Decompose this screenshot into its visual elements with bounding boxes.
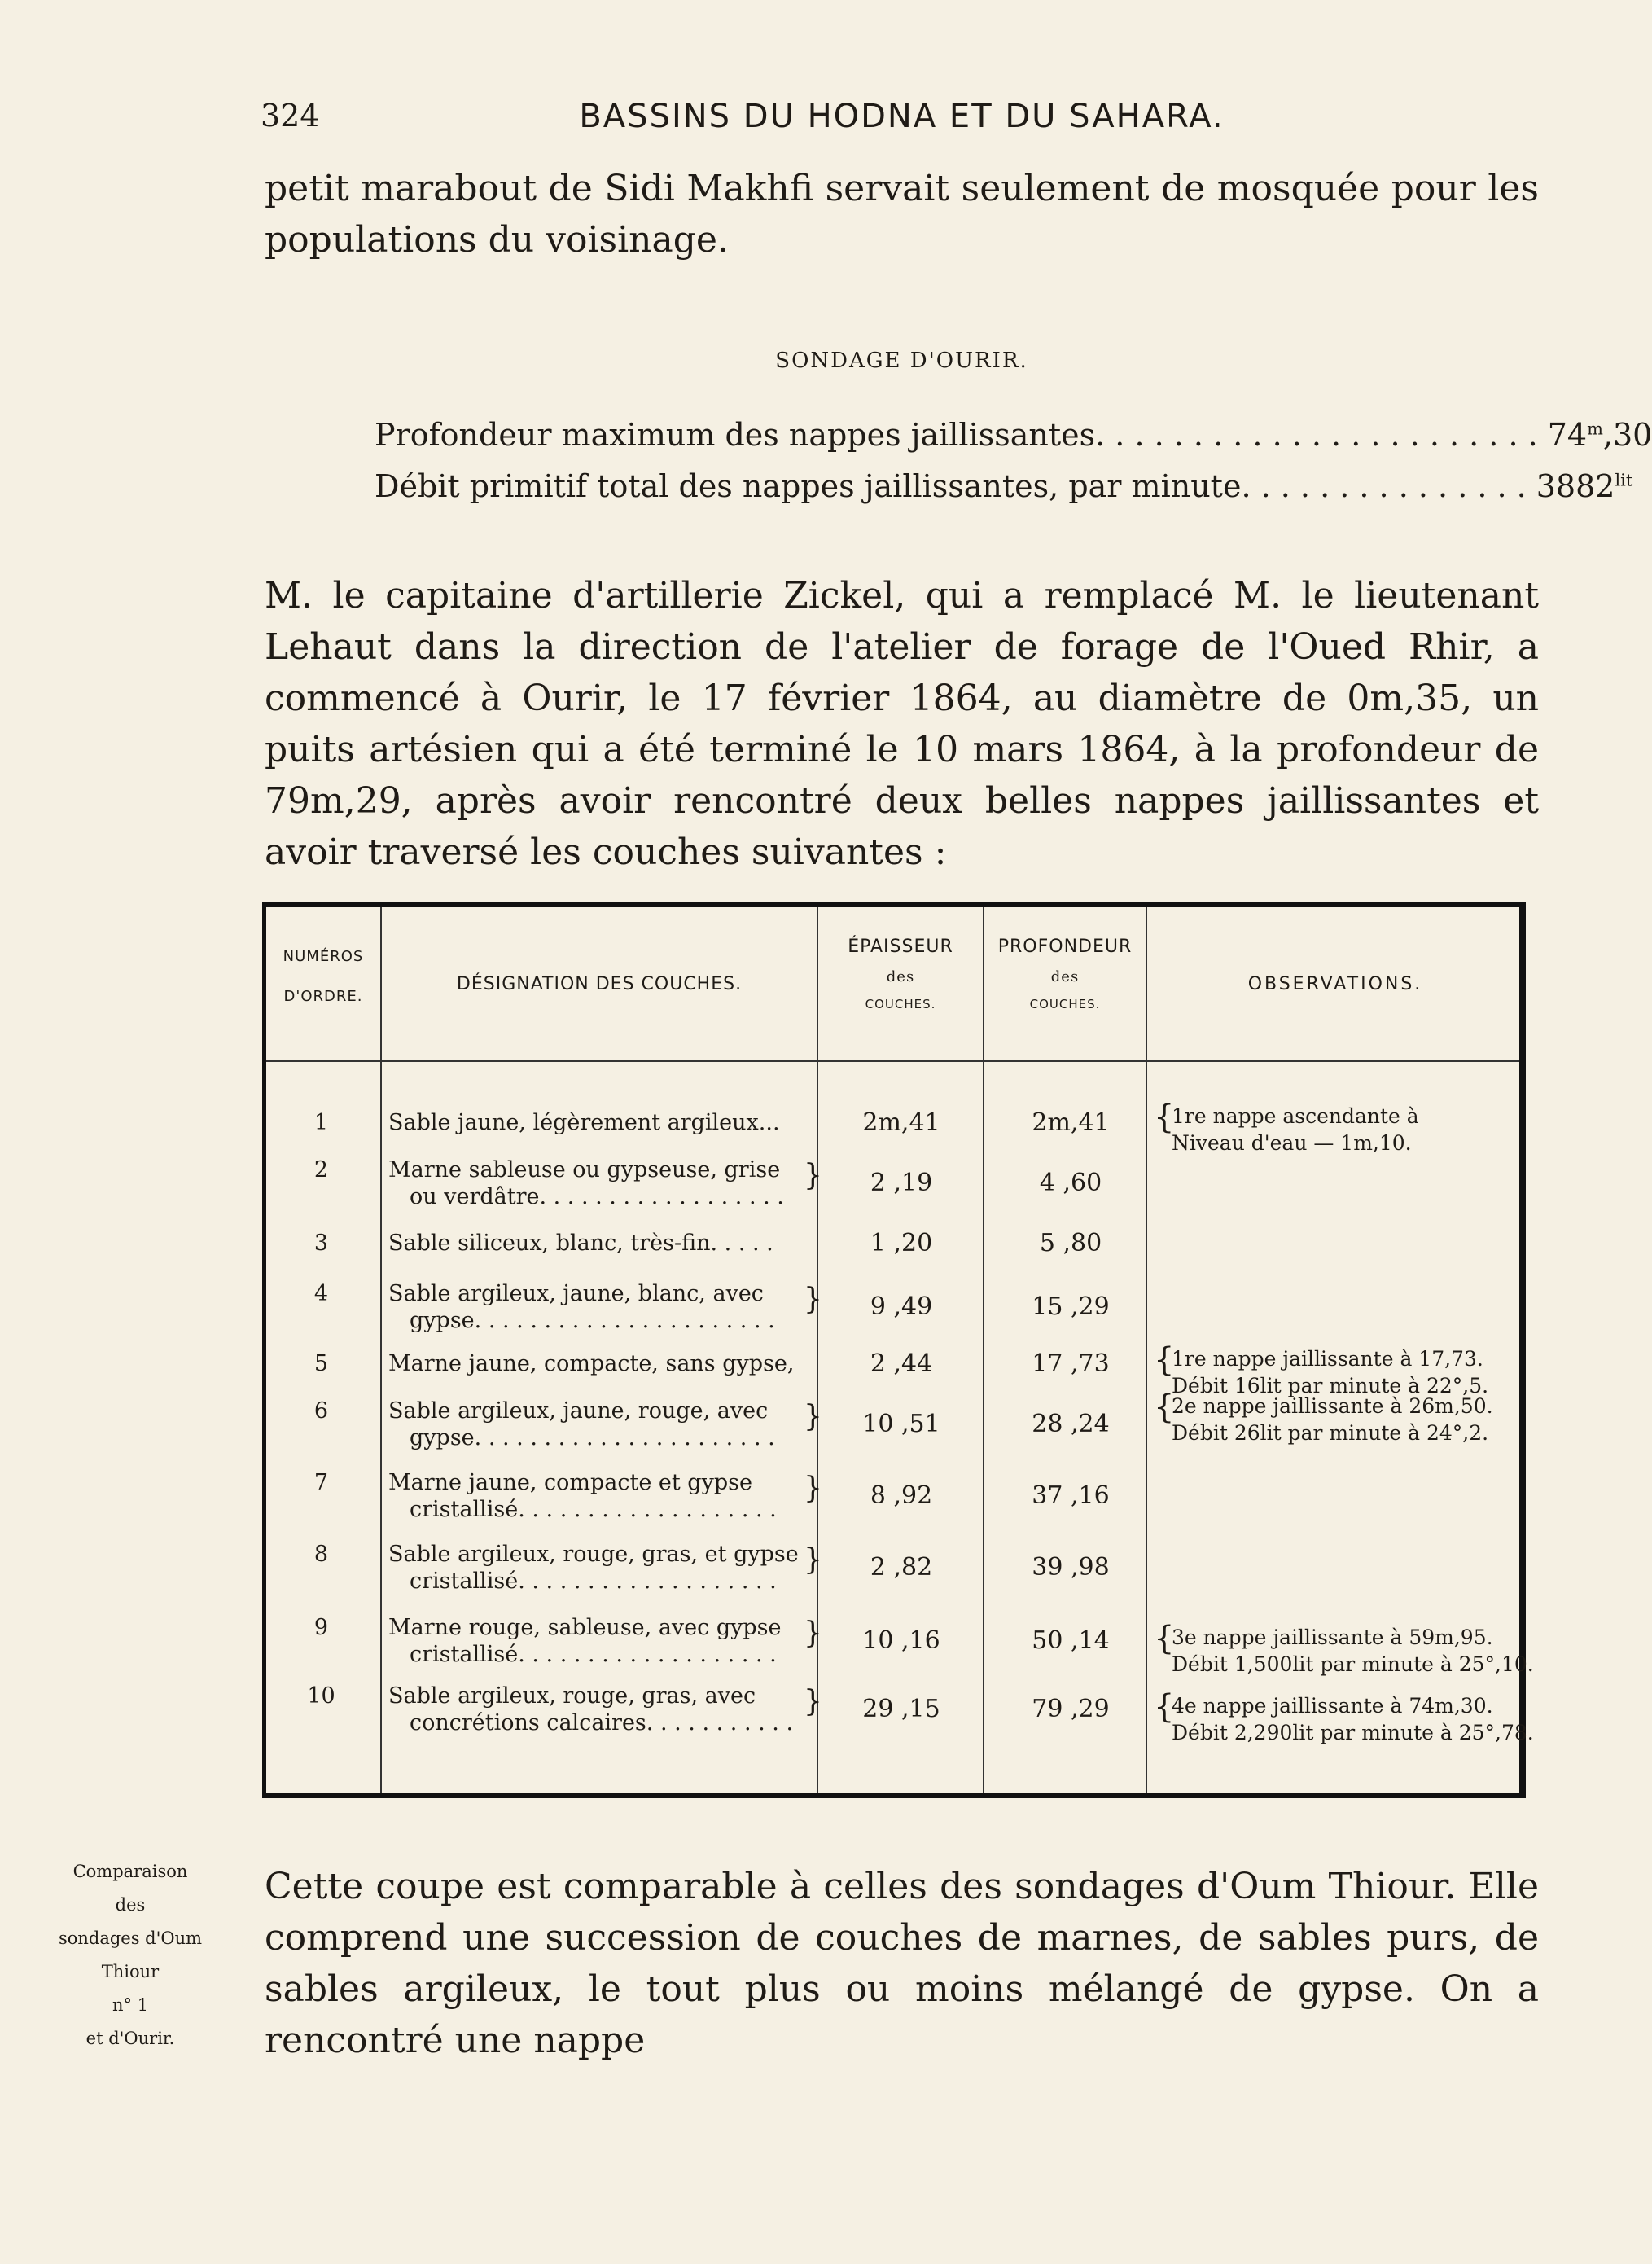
layer-depth: 39 ,98 [1032, 1553, 1110, 1582]
brace: } [804, 1543, 822, 1577]
order-number: 10 [307, 1683, 335, 1709]
layer-designation: Marne sableuse ou gypseuse, grise ou verdâtre. . . . . . . . . . . . . . . . . . [388, 1157, 784, 1209]
layer-thickness: 29 ,15 [862, 1695, 940, 1723]
layer-depth: 17 ,73 [1032, 1349, 1110, 1378]
order-number: 8 [313, 1542, 329, 1567]
order-number: 6 [313, 1398, 329, 1424]
order-number: 4 [313, 1281, 329, 1306]
leader-dots: . . . . . . . . . . . . . . . . . . . . . . . [1095, 417, 1538, 453]
paragraph-bottom: Cette coupe est comparable à celles des sondages d'Oum Thiour. Elle comprend une succession de couches de marnes, de sables purs, de sables argileux, le tout plus ou moins mélangé de gypse. On a rencontré une nappe [265, 1866, 1539, 2061]
order-number: 5 [313, 1351, 329, 1376]
brace: { [1154, 1389, 1175, 1426]
layer-designation: Marne rouge, sableuse, avec gypse cristallisé. . . . . . . . . . . . . . . . . . . [388, 1615, 782, 1667]
running-title: BASSINS DU HODNA ET DU SAHARA. [579, 98, 1225, 135]
layer-depth: 15 ,29 [1032, 1292, 1110, 1321]
observation-entry: { 1re nappe ascendante à Niveau d'eau — 1m,10. [1154, 1099, 1419, 1155]
observation-entry: { 3e nappe jaillissante à 59m,95. Débit 1,500lit par minute à 25°,10. [1154, 1620, 1534, 1676]
summary-label: Profondeur maximum des nappes jaillissantes [375, 417, 1096, 453]
header-depth: PROFONDEUR des COUCHES. [997, 937, 1133, 1011]
layer-depth: 28 ,24 [1032, 1410, 1110, 1438]
header-designation: DÉSIGNATION DES COUCHES. [456, 974, 743, 994]
brace: { [1154, 1341, 1175, 1379]
layer-designation: Sable siliceux, blanc, très-fin. . . . . [388, 1231, 773, 1256]
margin-note: Comparaison des sondages d'Oum Thiour n° 1 et d'Ourir. [58, 1862, 203, 2048]
brace: { [1154, 1688, 1175, 1726]
layer-thickness: 2 ,44 [870, 1349, 933, 1378]
paragraph-top: petit marabout de Sidi Makhfi servait seulement de mosquée pour les populations du voisinage. [265, 168, 1539, 261]
brace: } [804, 1472, 822, 1505]
layer-designation: Sable argileux, jaune, blanc, avec gypse. . . . . . . . . . . . . . . . . . . . . . [388, 1281, 775, 1333]
layer-depth: 5 ,80 [1039, 1229, 1102, 1257]
layer-designation: Marne jaune, compacte, sans gypse, [388, 1351, 795, 1376]
brace: } [804, 1685, 822, 1718]
column-divider [380, 907, 382, 1793]
layer-depth: 4 ,60 [1039, 1169, 1102, 1197]
layer-designation: Sable argileux, jaune, rouge, avec gypse. . . . . . . . . . . . . . . . . . . . . . [388, 1398, 775, 1450]
layer-thickness: 2m,41 [862, 1108, 940, 1137]
page-number: 324 [261, 98, 320, 134]
layer-depth: 50 ,14 [1032, 1626, 1110, 1655]
order-number: 9 [313, 1615, 329, 1640]
header-num: NUMÉROS D'ORDRE. [283, 948, 364, 1005]
layer-thickness: 2 ,19 [870, 1169, 933, 1197]
paragraph-main: M. le capitaine d'artillerie Zickel, qui a remplacé M. le lieutenant Lehaut dans la direction de l'atelier de forage de l'Oued Rhir, a commencé à Ourir, le 17 février 1864, au diamètre de 0m,35, un puits artésien qui a été terminé le 10 mars 1864, à la profondeur de 79m,29, après avoir rencontré deux belles nappes jaillissantes et avoir traversé les couches suivantes : [265, 575, 1539, 873]
layer-designation: Sable jaune, légèrement argileux... [388, 1110, 780, 1135]
brace: { [1154, 1099, 1175, 1136]
column-divider [817, 907, 818, 1793]
order-number: 1 [313, 1110, 329, 1135]
header-observations: OBSERVATIONS. [1247, 974, 1423, 994]
order-number: 3 [313, 1231, 329, 1256]
layer-thickness: 2 ,82 [870, 1553, 933, 1582]
brace: } [804, 1159, 822, 1192]
layer-thickness: 10 ,51 [862, 1410, 940, 1438]
observation-entry: { 4e nappe jaillissante à 74m,30. Débit 2,290lit par minute à 25°,78. [1154, 1688, 1534, 1744]
layer-designation: Marne jaune, compacte et gypse cristallisé. . . . . . . . . . . . . . . . . . . [388, 1470, 777, 1522]
layer-thickness: 1 ,20 [870, 1229, 933, 1257]
order-number: 2 [313, 1157, 329, 1182]
observation-entry: { 2e nappe jaillissante à 26m,50. Débit 26lit par minute à 24°,2. [1154, 1389, 1493, 1445]
header-rule [266, 1060, 1519, 1062]
brace: } [804, 1283, 822, 1316]
strata-table [262, 902, 1534, 1798]
layer-thickness: 10 ,16 [862, 1626, 940, 1655]
brace: } [804, 1617, 822, 1650]
order-number: 7 [313, 1470, 329, 1495]
observation-entry: { 1re nappe jaillissante à 17,73. Débit 16lit par minute à 22°,5. [1154, 1341, 1489, 1397]
layer-depth: 79 ,29 [1032, 1695, 1110, 1723]
layer-designation: Sable argileux, rouge, gras, avec concrétions calcaires. . . . . . . . . . . [388, 1683, 794, 1735]
layer-thickness: 9 ,49 [870, 1292, 933, 1321]
layer-depth: 2m,41 [1032, 1108, 1110, 1137]
summary-row-flow [375, 468, 1633, 504]
summary-label: Débit primitif total des nappes jaillissantes, par minute [375, 468, 1242, 504]
column-divider [983, 907, 984, 1793]
summary-value: $3882^{lit}$ [1536, 468, 1633, 504]
brace: } [804, 1400, 822, 1433]
summary-row-depth [375, 417, 1652, 453]
running-header [261, 98, 1543, 147]
layer-thickness: 8 ,92 [870, 1481, 933, 1510]
layer-depth: 37 ,16 [1032, 1481, 1110, 1510]
header-thickness: ÉPAISSEUR des COUCHES. [848, 937, 953, 1011]
leader-dots: . . . . . . . . . . . . . . . [1241, 468, 1527, 504]
layer-designation: Sable argileux, rouge, gras, et gypse cristallisé. . . . . . . . . . . . . . . . . . . [388, 1542, 799, 1594]
brace: { [1154, 1620, 1175, 1657]
summary-value: 74$^m$,30 [1547, 417, 1652, 453]
section-title: SONDAGE D'OURIR. [775, 349, 1028, 373]
